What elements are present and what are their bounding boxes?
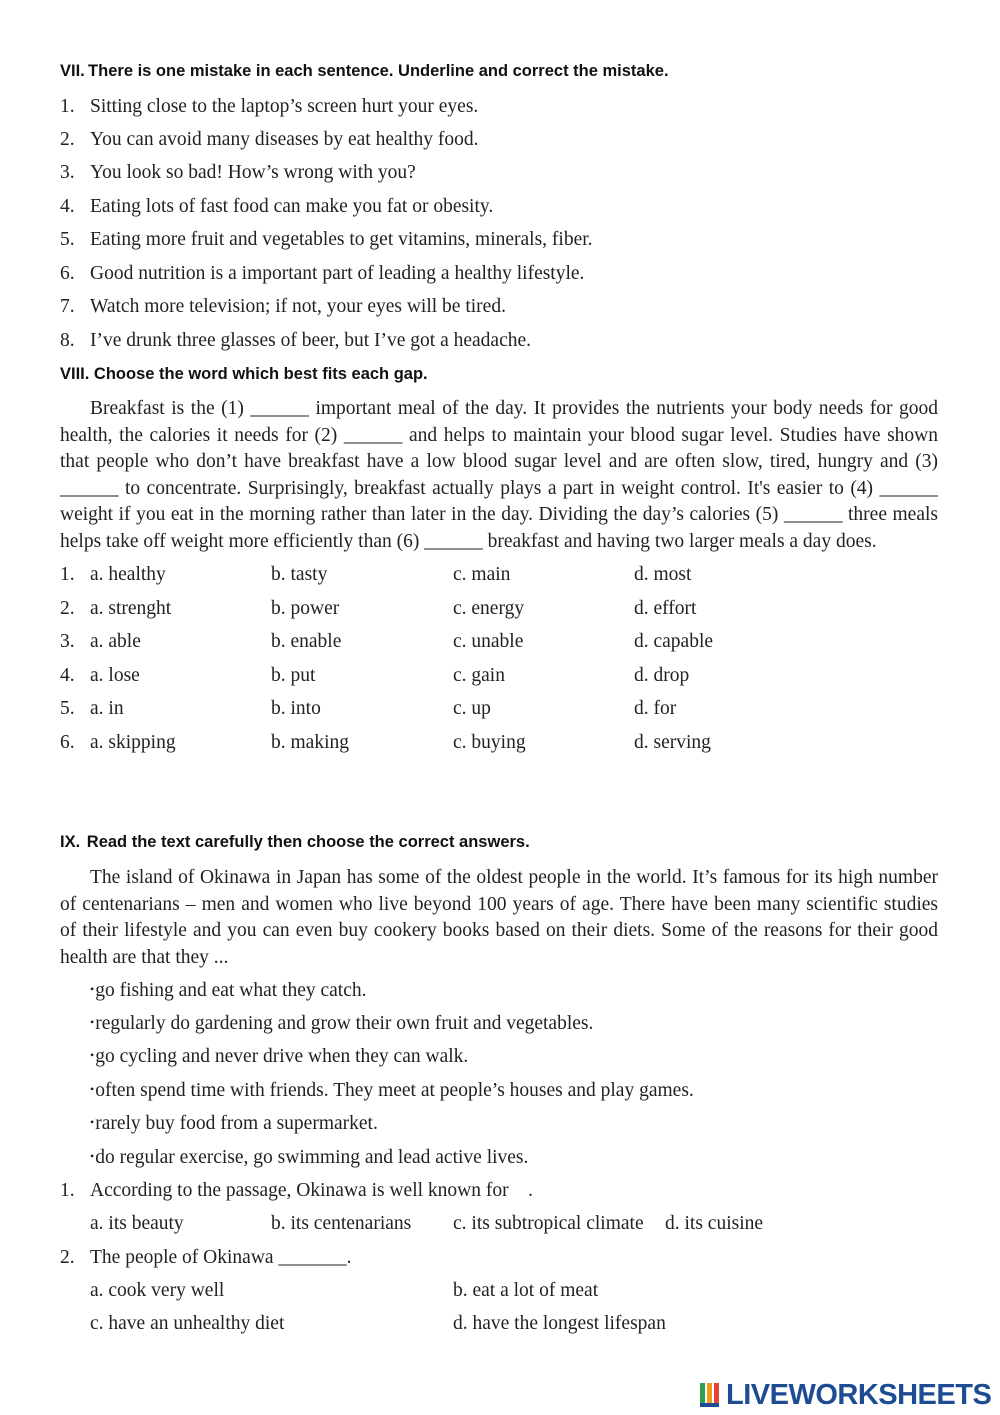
- bullet-dot: •: [90, 1082, 95, 1096]
- list-item: You look so bad! How’s wrong with you?: [90, 162, 416, 183]
- option-b[interactable]: b. making: [271, 732, 349, 753]
- question-text: According to the passage, Okinawa is well known for .: [90, 1180, 533, 1201]
- question-number: 1.: [60, 1180, 75, 1201]
- bullet-dot: •: [90, 1048, 95, 1062]
- option-c[interactable]: c. its subtropical climate: [453, 1213, 644, 1234]
- option-a[interactable]: a. able: [90, 631, 141, 652]
- bullet-text: do regular exercise, go swimming and lead active lives.: [95, 1147, 529, 1168]
- option-c[interactable]: c. unable: [453, 631, 524, 652]
- option-d[interactable]: d. have the longest lifespan: [453, 1313, 666, 1334]
- section-7-heading: VII. There is one mistake in each sentence. Underline and correct the mistake.: [60, 62, 669, 80]
- option-c[interactable]: c. gain: [453, 665, 505, 686]
- option-a[interactable]: a. in: [90, 698, 124, 719]
- bullet-text: often spend time with friends. They meet at people’s houses and play games.: [95, 1080, 694, 1101]
- list-item-number: 2.: [60, 129, 75, 150]
- bullet-text: go fishing and eat what they catch.: [95, 980, 367, 1001]
- option-b[interactable]: b. into: [271, 698, 321, 719]
- section-8-heading: VIII. Choose the word which best fits each gap.: [60, 365, 428, 383]
- passage-line: helps take off weight more efficiently than (6) ______ breakfast and having two larger meals a day does.: [60, 530, 877, 552]
- passage-line: health, the calories it needs for (2) ______ and helps to maintain your blood sugar level. Studies have shown: [60, 424, 938, 446]
- list-item-number: 1.: [60, 96, 75, 117]
- liveworksheets-logo-icon: [700, 1381, 722, 1409]
- bullet-item: [90, 1113, 378, 1135]
- section-8-passage: [60, 396, 938, 556]
- bullet-dot: •: [90, 982, 95, 996]
- question-number: 5.: [60, 698, 75, 719]
- passage-line: health are that they ...: [60, 946, 229, 968]
- option-b[interactable]: b. its centenarians: [271, 1213, 412, 1234]
- option-b[interactable]: b. tasty: [271, 564, 328, 585]
- list-item: Watch more television; if not, your eyes will be tired.: [90, 296, 506, 317]
- passage-line: that people who don’t have breakfast have a low blood sugar level and are often slow, tired, hungry and (3): [60, 451, 938, 473]
- option-c[interactable]: c. up: [453, 698, 491, 719]
- list-item-number: 3.: [60, 162, 75, 183]
- bullet-item: [90, 1013, 593, 1035]
- liveworksheets-logo-text: LIVEWORKSHEETS: [726, 1378, 992, 1411]
- question-number: 2.: [60, 598, 75, 619]
- list-item: Good nutrition is a important part of leading a healthy lifestyle.: [90, 263, 585, 284]
- question-number: 6.: [60, 732, 75, 753]
- list-item-number: 4.: [60, 196, 75, 217]
- bullet-text: go cycling and never drive when they can walk.: [95, 1046, 469, 1067]
- list-item: Eating lots of fast food can make you fat or obesity.: [90, 196, 494, 217]
- passage-line: weight if you eat in the morning rather than later in the day. Dividing the day’s calories (5) ______ three meals: [60, 504, 938, 526]
- bullet-item: [90, 1147, 528, 1169]
- passage-line: of centenarians – men and women who live beyond 100 years of age. There have been many scientific studies: [60, 893, 938, 915]
- list-item-number: 8.: [60, 330, 75, 351]
- bullet-item: [90, 980, 367, 1002]
- bullet-text: rarely buy food from a supermarket.: [95, 1113, 378, 1134]
- option-a[interactable]: a. cook very well: [90, 1280, 225, 1301]
- option-c[interactable]: c. have an unhealthy diet: [90, 1313, 285, 1334]
- passage-line: The island of Okinawa in Japan has some of the oldest people in the world. It’s famous for its high number: [90, 867, 938, 888]
- question-number: 3.: [60, 631, 75, 652]
- option-d[interactable]: d. effort: [634, 598, 697, 619]
- section-9-heading: IX. Read the text carefully then choose the correct answers.: [60, 833, 530, 851]
- option-a[interactable]: a. healthy: [90, 564, 166, 585]
- option-d[interactable]: d. drop: [634, 665, 690, 686]
- bullet-dot: •: [90, 1115, 95, 1129]
- bullet-text: regularly do gardening and grow their own fruit and vegetables.: [95, 1013, 594, 1034]
- liveworksheets-logo[interactable]: [700, 1375, 991, 1415]
- option-b[interactable]: b. eat a lot of meat: [453, 1280, 599, 1301]
- option-c[interactable]: c. buying: [453, 732, 526, 753]
- option-d[interactable]: d. serving: [634, 732, 711, 753]
- option-a[interactable]: a. strenght: [90, 598, 172, 619]
- option-d[interactable]: d. its cuisine: [665, 1213, 764, 1234]
- list-item: I’ve drunk three glasses of beer, but I’ve got a headache.: [90, 330, 532, 351]
- bullet-dot: •: [90, 1015, 95, 1029]
- option-b[interactable]: b. power: [271, 598, 340, 619]
- option-d[interactable]: d. most: [634, 564, 692, 585]
- option-d[interactable]: d. for: [634, 698, 677, 719]
- list-item-number: 5.: [60, 229, 75, 250]
- question-text: The people of Okinawa _______.: [90, 1247, 352, 1268]
- option-b[interactable]: b. enable: [271, 631, 342, 652]
- option-a[interactable]: a. lose: [90, 665, 140, 686]
- list-item-number: 7.: [60, 296, 75, 317]
- passage-line: of their lifestyle and you can even buy cookery books based on their diets. Some of the reasons for their good: [60, 920, 938, 942]
- option-b[interactable]: b. put: [271, 665, 316, 686]
- list-item: You can avoid many diseases by eat healthy food.: [90, 129, 479, 150]
- option-a[interactable]: a. its beauty: [90, 1213, 184, 1234]
- section-9-passage: [60, 865, 938, 971]
- question-number: 2.: [60, 1247, 75, 1268]
- list-item: Eating more fruit and vegetables to get vitamins, minerals, fiber.: [90, 229, 593, 250]
- question-number: 4.: [60, 665, 75, 686]
- bullet-dot: •: [90, 1149, 95, 1163]
- passage-line: ______ to concentrate. Surprisingly, breakfast actually plays a part in weight control. It's easier to (4) ______: [60, 477, 938, 499]
- option-c[interactable]: c. energy: [453, 598, 525, 619]
- option-c[interactable]: c. main: [453, 564, 511, 585]
- bullet-item: [90, 1046, 468, 1068]
- passage-line: Breakfast is the (1) ______ important meal of the day. It provides the nutrients your body needs for good: [90, 398, 938, 419]
- list-item: Sitting close to the laptop’s screen hurt your eyes.: [90, 96, 479, 117]
- bullet-item: [90, 1080, 694, 1102]
- question-number: 1.: [60, 564, 75, 585]
- option-a[interactable]: a. skipping: [90, 732, 176, 753]
- option-d[interactable]: d. capable: [634, 631, 714, 652]
- list-item-number: 6.: [60, 263, 75, 284]
